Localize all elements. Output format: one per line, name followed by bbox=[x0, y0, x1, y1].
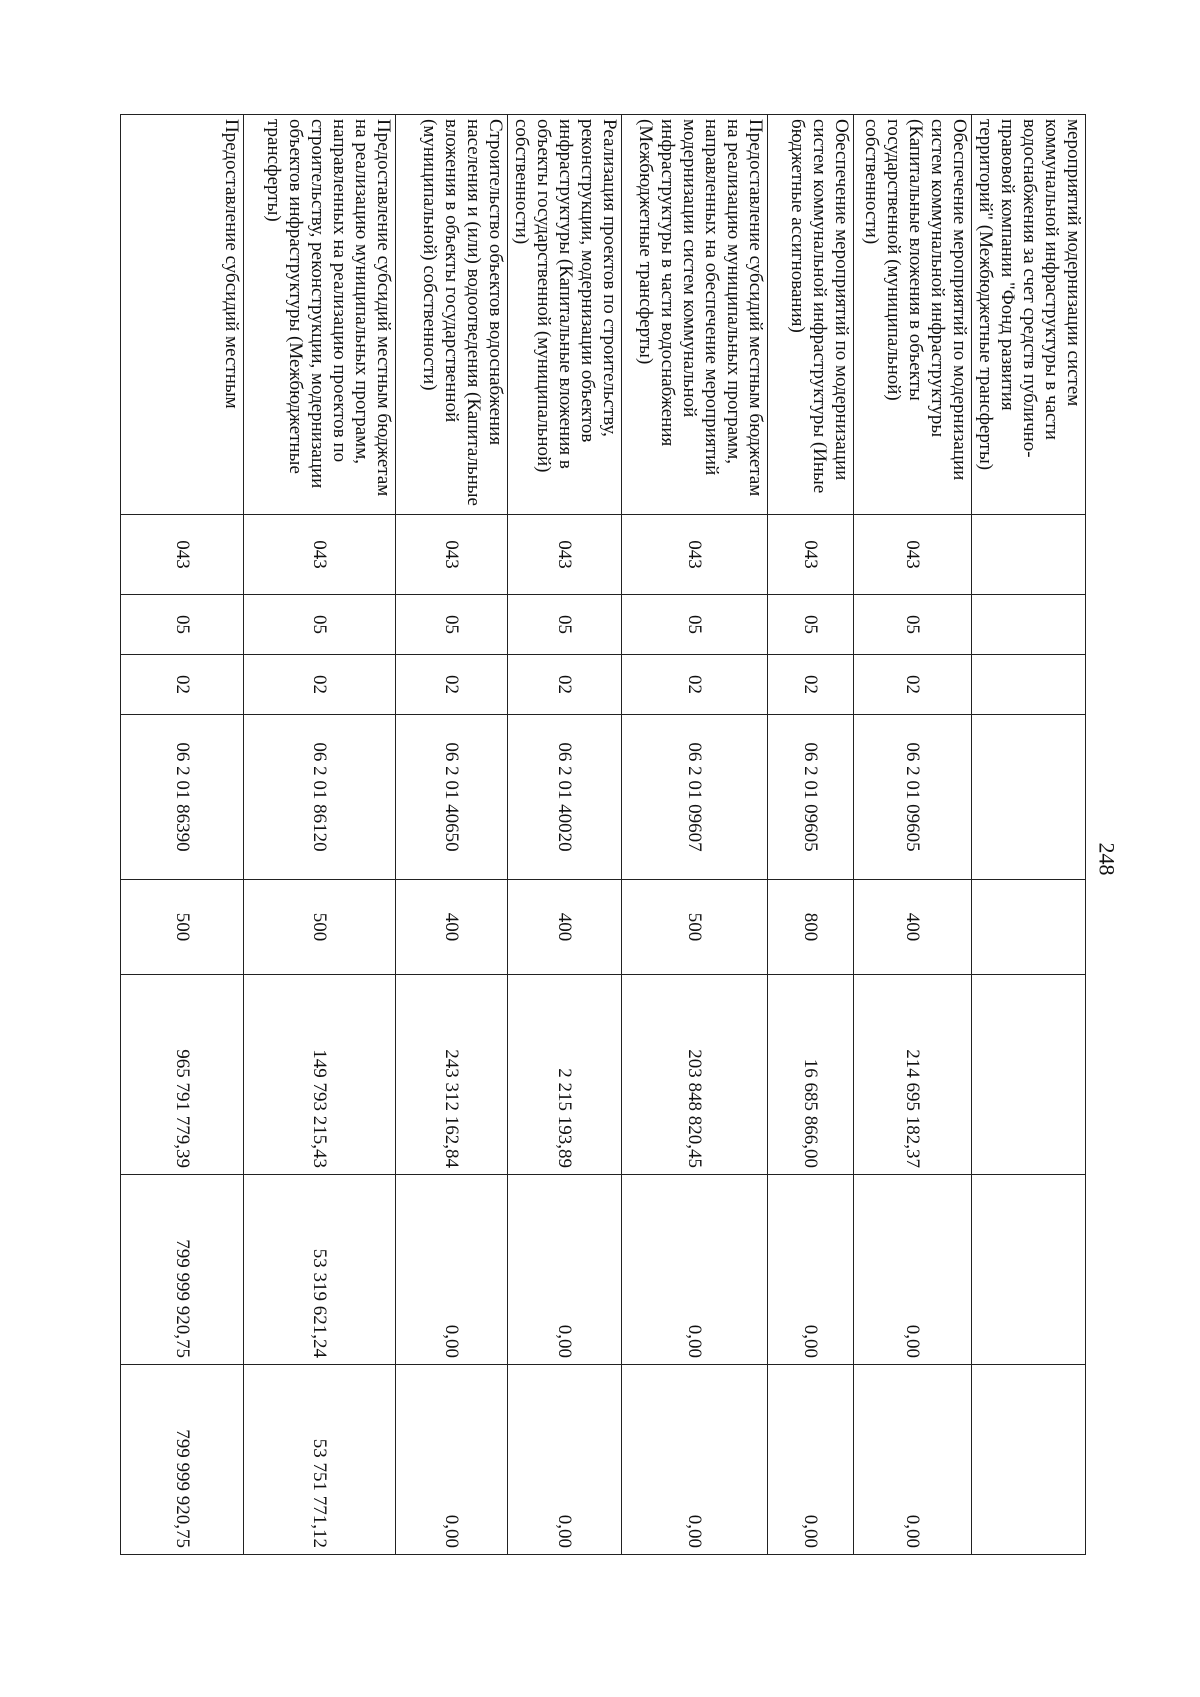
subsection-code: 02 bbox=[768, 655, 854, 715]
section-code: 05 bbox=[121, 595, 244, 655]
expense-type: 500 bbox=[622, 880, 768, 975]
target-article: 06 2 01 40020 bbox=[508, 715, 622, 880]
target-article: 06 2 01 86120 bbox=[244, 715, 396, 880]
section-code: 05 bbox=[622, 595, 768, 655]
amount-year3: 0,00 bbox=[854, 1365, 972, 1555]
target-article: 06 2 01 86390 bbox=[121, 715, 244, 880]
amount-year1 bbox=[972, 975, 1086, 1175]
amount-year2: 0,00 bbox=[854, 1175, 972, 1365]
section-code: 05 bbox=[244, 595, 396, 655]
table-row bbox=[622, 115, 768, 1555]
amount-year1: 965 791 779,39 bbox=[121, 975, 244, 1175]
amount-year3: 0,00 bbox=[508, 1365, 622, 1555]
table-row bbox=[244, 115, 396, 1555]
amount-year3: 0,00 bbox=[396, 1365, 508, 1555]
amount-year1: 16 685 866,00 bbox=[768, 975, 854, 1175]
table-row bbox=[768, 115, 854, 1555]
amount-year2 bbox=[972, 1175, 1086, 1365]
amount-year2: 0,00 bbox=[396, 1175, 508, 1365]
expense-type bbox=[972, 880, 1086, 975]
subsection-code: 02 bbox=[396, 655, 508, 715]
table-row bbox=[854, 115, 972, 1555]
table-row bbox=[121, 115, 244, 1555]
amount-year3 bbox=[972, 1365, 1086, 1555]
target-article: 06 2 01 09607 bbox=[622, 715, 768, 880]
row-description: Предоставление субсидий местным бюджетам на реализацию муниципальных программ, направленных на обеспечение мероприятий модернизации систем коммунальной инфраструктуры в части водоснабжения (Межбюджетные трансферты) bbox=[622, 115, 768, 515]
table-row bbox=[396, 115, 508, 1555]
section-code: 05 bbox=[396, 595, 508, 655]
expense-type: 400 bbox=[854, 880, 972, 975]
subsection-code: 02 bbox=[244, 655, 396, 715]
expense-type: 500 bbox=[121, 880, 244, 975]
amount-year1: 203 848 820,45 bbox=[622, 975, 768, 1175]
budget-table bbox=[120, 114, 1086, 1555]
amount-year1: 149 793 215,43 bbox=[244, 975, 396, 1175]
expense-type: 800 bbox=[768, 880, 854, 975]
ministry-code: 043 bbox=[244, 515, 396, 595]
amount-year2: 799 999 920,75 bbox=[121, 1175, 244, 1365]
amount-year2: 0,00 bbox=[768, 1175, 854, 1365]
expense-type: 500 bbox=[244, 880, 396, 975]
row-description: Предоставление субсидий местным bbox=[121, 115, 244, 515]
ministry-code: 043 bbox=[622, 515, 768, 595]
ministry-code: 043 bbox=[396, 515, 508, 595]
section-code: 05 bbox=[854, 595, 972, 655]
expense-type: 400 bbox=[396, 880, 508, 975]
subsection-code bbox=[972, 655, 1086, 715]
section-code: 05 bbox=[508, 595, 622, 655]
amount-year2: 0,00 bbox=[622, 1175, 768, 1365]
target-article: 06 2 01 09605 bbox=[854, 715, 972, 880]
rotated-table-container bbox=[121, 114, 1086, 1554]
table-row bbox=[972, 115, 1086, 1555]
amount-year3: 53 751 771,12 bbox=[244, 1365, 396, 1555]
amount-year1: 214 695 182,37 bbox=[854, 975, 972, 1175]
expense-type: 400 bbox=[508, 880, 622, 975]
subsection-code: 02 bbox=[622, 655, 768, 715]
row-description: Строительство объектов водоснабжения населения и (или) водоотведения (Капитальные вложения в объекты государственной (муниципальной) собственности) bbox=[396, 115, 508, 515]
page-number: 248 bbox=[1094, 842, 1120, 876]
amount-year1: 243 312 162,84 bbox=[396, 975, 508, 1175]
amount-year2: 53 319 621,24 bbox=[244, 1175, 396, 1365]
row-description: Предоставление субсидий местным бюджетам на реализацию муниципальных программ, направленных на реализацию проектов по строительству, реконструкции, модернизации объектов инфраструктуры (Межбюджетные трансферты) bbox=[244, 115, 396, 515]
target-article: 06 2 01 09605 bbox=[768, 715, 854, 880]
amount-year3: 0,00 bbox=[622, 1365, 768, 1555]
ministry-code: 043 bbox=[854, 515, 972, 595]
ministry-code: 043 bbox=[768, 515, 854, 595]
row-description: мероприятий модернизации систем коммунальной инфраструктуры в части водоснабжения за счет средств публично-правовой компании "Фонд развития территорий" (Межбюджетные трансферты) bbox=[972, 115, 1086, 515]
ministry-code: 043 bbox=[121, 515, 244, 595]
target-article: 06 2 01 40650 bbox=[396, 715, 508, 880]
section-code bbox=[972, 595, 1086, 655]
row-description: Обеспечение мероприятий по модернизации систем коммунальной инфраструктуры (Иные бюджетные ассигнования) bbox=[768, 115, 854, 515]
subsection-code: 02 bbox=[854, 655, 972, 715]
table-row bbox=[508, 115, 622, 1555]
amount-year2: 0,00 bbox=[508, 1175, 622, 1365]
amount-year1: 2 215 193,89 bbox=[508, 975, 622, 1175]
ministry-code bbox=[972, 515, 1086, 595]
target-article bbox=[972, 715, 1086, 880]
amount-year3: 0,00 bbox=[768, 1365, 854, 1555]
section-code: 05 bbox=[768, 595, 854, 655]
row-description: Обеспечение мероприятий по модернизации систем коммунальной инфраструктуры (Капитальные вложения в объекты государственной (муниципальной) собственности) bbox=[854, 115, 972, 515]
subsection-code: 02 bbox=[508, 655, 622, 715]
ministry-code: 043 bbox=[508, 515, 622, 595]
row-description: Реализация проектов по строительству, реконструкции, модернизации объектов инфраструктуры (Капитальные вложения в объекты государственной (муниципальной) собственности) bbox=[508, 115, 622, 515]
amount-year3: 799 999 920,75 bbox=[121, 1365, 244, 1555]
subsection-code: 02 bbox=[121, 655, 244, 715]
